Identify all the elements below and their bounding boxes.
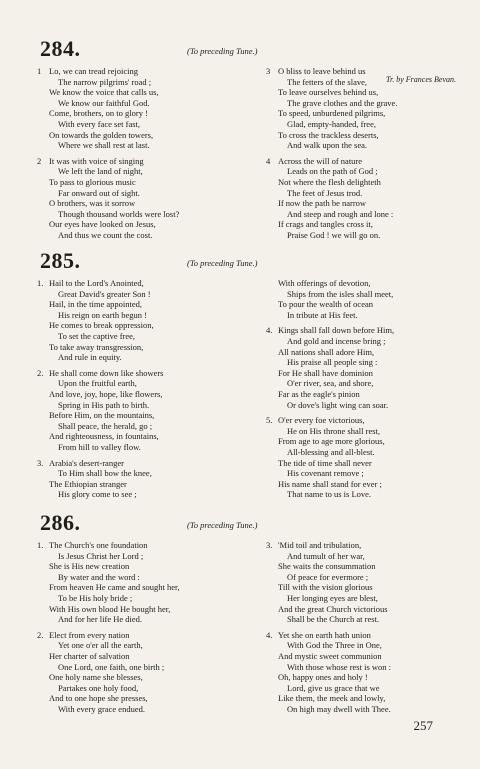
stanza (37, 540, 229, 625)
verse-line: To take away transgression, (49, 341, 144, 352)
verse-line: O'er every foe victorious, (278, 415, 365, 426)
verse-line: Shall peace, the herald, go ; (58, 420, 153, 431)
translator-credit: Tr. by Frances Bevan. (386, 75, 456, 84)
verse-line: He shall come down like showers (49, 367, 164, 378)
verse-line: And steep and rough and lone : (287, 208, 394, 219)
verse-line: Her charter of salvation (49, 650, 130, 661)
verse-line: And gold and incense bring ; (287, 335, 386, 346)
verse-line: Kings shall fall down before Him, (278, 325, 395, 336)
verse-line: To speed, unburdened pilgrims, (278, 108, 386, 119)
page-number: 257 (413, 718, 433, 733)
verse-line: The Church's one foundation (49, 540, 148, 550)
stanza (266, 415, 456, 500)
verse-line: From hill to valley flow. (58, 441, 141, 452)
hymn-number: 285. (40, 248, 81, 273)
verse-line: And rule in equity. (58, 352, 122, 363)
left-column (37, 66, 229, 246)
verse-line: The narrow pilgrims' road ; (58, 76, 152, 87)
verse-line: If now the path be narrow (278, 198, 367, 209)
verse-line: Elect from every nation (49, 629, 130, 640)
verse-line: The Ethiopian stranger (49, 478, 127, 489)
verse-line: We know our faithful God. (58, 97, 150, 108)
verse-line: And thus we count the cost. (58, 229, 153, 240)
verse-line: Or dove's light wing can soar. (287, 399, 389, 410)
verse-line: Hail to the Lord's Anointed, (49, 278, 144, 288)
stanza-number: 1. (37, 278, 44, 288)
verse-line: Shall be the Church at rest. (287, 614, 380, 625)
verse-line: To cross the trackless deserts, (278, 129, 379, 140)
verse-line: Spring in His path to birth. (58, 399, 150, 410)
verse-line: His praise all people sing : (287, 357, 378, 368)
verse-line: Not where the flesh delighteth (278, 176, 381, 187)
stanza (37, 458, 229, 500)
hymn-number: 284. (40, 36, 81, 61)
verse-line: One holy name she blesses, (49, 672, 143, 683)
verse-line: O bliss to leave behind us (278, 66, 366, 76)
verse-line: And righteousness, in fountains, (49, 431, 159, 442)
verse-line: And for her life He died. (58, 614, 143, 625)
verse-line: In tribute at His feet. (287, 309, 358, 320)
verse-line: By water and the word : (58, 571, 140, 582)
stanza-number: 5. (266, 415, 273, 426)
stanza-number: 2. (37, 367, 44, 378)
verse-line: Ships from the isles shall meet, (287, 288, 394, 299)
verse-line: On high may dwell with Thee. (287, 703, 391, 714)
stanza (266, 630, 456, 715)
verse-line: Our eyes have looked on Jesus, (49, 219, 156, 230)
hymn-number: 286. (40, 510, 81, 535)
verse-line: To leave ourselves behind us, (278, 87, 379, 98)
verse-line: His glory come to see ; (58, 489, 137, 500)
stanza-number: 4. (266, 325, 273, 336)
verse-line: From heaven He came and sought her, (49, 582, 180, 593)
stanza (266, 325, 456, 410)
verse-line: O'er river, sea, and shore, (287, 378, 374, 389)
verse-line: With every grace endued. (58, 703, 145, 714)
verse-line: Glad, empty-handed, free, (287, 118, 376, 129)
verse-line: Of peace for evermore ; (287, 571, 369, 582)
verse-line: With His own blood He bought her, (49, 603, 171, 614)
verse-line: He on His throne shall rest, (287, 425, 381, 436)
verse-line: Arabia's desert-ranger (49, 457, 124, 468)
verse-line: All nations shall adore Him, (278, 346, 375, 357)
verse-line: Great David's greater Son ! (58, 288, 151, 299)
verse-line: O brothers, was it sorrow (49, 198, 136, 209)
verse-line: The feet of Jesus trod. (287, 187, 363, 198)
verse-line: Like them, the meek and lowly, (278, 693, 386, 704)
verse-line: That name to us is Love. (287, 489, 372, 500)
verse-line: And to one hope she presses, (49, 693, 148, 704)
stanza-number: 2 (37, 155, 42, 166)
right-column (266, 278, 456, 505)
verse-line: Though thousand worlds were lost? (58, 208, 180, 219)
stanza-number: 3. (37, 457, 44, 468)
verse-line: The tide of time shall never (278, 457, 372, 468)
verse-line: And mystic sweet communion (278, 650, 382, 661)
stanza (37, 156, 229, 241)
verse-line: She waits the consummation (278, 561, 376, 572)
verse-line: Praise God ! we will go on. (287, 229, 381, 240)
hymn-columns (0, 278, 480, 500)
verse-line: All-blessing and all-blest. (287, 446, 375, 457)
verse-line: With every face set fast, (58, 118, 141, 129)
verse-line: With those whose rest is won : (287, 661, 392, 672)
stanza-number: 4 (266, 155, 271, 166)
verse-line: Hail, in the time appointed, (49, 299, 143, 310)
verse-line: To pour the wealth of ocean (278, 299, 373, 310)
stanza (37, 368, 229, 453)
hymn-284 (0, 36, 480, 240)
stanza-number: 2. (37, 629, 44, 640)
stanza-number: 3. (266, 540, 273, 550)
verse-line: Where we shall rest at last. (58, 140, 150, 151)
right-column (266, 540, 456, 720)
verse-line: Before Him, on the mountains, (49, 410, 155, 421)
verse-line: Across the will of nature (278, 155, 363, 166)
left-column (37, 540, 229, 720)
verse-line: With God the Three in One, (287, 640, 382, 651)
verse-line: It was with voice of singing (49, 155, 144, 166)
verse-line: On towards the golden towers, (49, 129, 154, 140)
verse-line: Lord, give us grace that we (287, 682, 380, 693)
verse-line: Yet one o'er all the earth, (58, 640, 143, 651)
hymn-285 (0, 248, 480, 500)
verse-line: Far as the eagle's pinion (278, 388, 360, 399)
verse-line: We know the voice that calls us, (49, 87, 159, 98)
verse-line: Come, brothers, on to glory ! (49, 108, 148, 119)
verse-line: From age to age more glorious, (278, 436, 385, 447)
stanza-number: 1. (37, 540, 44, 550)
tune-note: (To preceding Tune.) (187, 46, 258, 56)
verse-line: He comes to break oppression, (49, 320, 154, 331)
verse-line: She is His new creation (49, 561, 130, 572)
tune-note: (To preceding Tune.) (187, 258, 258, 268)
verse-line: Yet she on earth hath union (278, 629, 371, 640)
stanza (37, 630, 229, 715)
verse-line: To pass to glorious music (49, 176, 136, 187)
verse-line: 'Mid toil and tribulation, (278, 540, 362, 550)
verse-line: And love, joy, hope, like flowers, (49, 388, 163, 399)
stanza (37, 278, 229, 363)
verse-line: And walk upon the sea. (287, 140, 368, 151)
verse-line: To be His holy bride ; (58, 592, 133, 603)
verse-line: His name shall stand for ever ; (278, 478, 382, 489)
stanza-number: 4. (266, 629, 273, 640)
verse-line: The grave clothes and the grave. (287, 97, 398, 108)
verse-line: Leads on the path of God ; (287, 166, 378, 177)
hymn-columns (0, 66, 480, 240)
verse-line: Oh, happy ones and holy ! (278, 672, 368, 683)
verse-line: Till with the vision glorious (278, 582, 373, 593)
stanza (37, 66, 229, 151)
stanza-number: 3 (266, 66, 271, 76)
verse-line: We left the land of night, (58, 166, 143, 177)
verse-line: For He shall have dominion (278, 367, 373, 378)
tune-note: (To preceding Tune.) (187, 520, 258, 530)
verse-line: Her longing eyes are blest, (287, 592, 378, 603)
verse-line: Upon the fruitful earth, (58, 378, 137, 389)
verse-line: And the great Church victorious (278, 603, 388, 614)
hymn-286 (0, 510, 480, 714)
verse-line: One Lord, one faith, one birth ; (58, 661, 165, 672)
verse-line: The fetters of the slave, (287, 76, 368, 87)
stanza (266, 278, 456, 320)
verse-line: If crags and tangles cross it, (278, 219, 373, 230)
left-column (37, 278, 229, 505)
stanza (266, 540, 456, 625)
stanza (266, 156, 456, 241)
verse-line: Partakes one holy food, (58, 682, 139, 693)
verse-line: To Him shall bow the knee, (58, 468, 152, 479)
verse-line: His covenant remove ; (287, 468, 364, 479)
hymn-columns (0, 540, 480, 714)
verse-line: His reign on earth begun ! (58, 309, 147, 320)
verse-line: Is Jesus Christ her Lord ; (58, 550, 144, 561)
verse-line: And tumult of her war, (287, 550, 365, 561)
stanza-number: 1 (37, 66, 42, 76)
verse-line: Far onward out of sight. (58, 187, 140, 198)
verse-line: With offerings of devotion, (278, 278, 371, 288)
right-column (266, 66, 456, 246)
verse-line: To set the captive free, (58, 330, 136, 341)
verse-line: Lo, we can tread rejoicing (49, 66, 138, 76)
